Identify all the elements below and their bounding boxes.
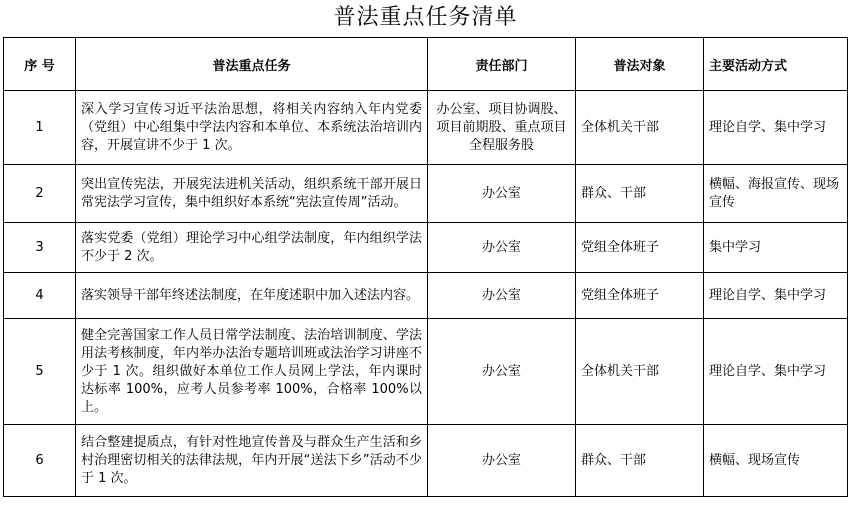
cell-target: 党组全体班子 — [576, 223, 704, 273]
cell-dept: 办公室 — [428, 273, 576, 319]
cell-seq: 1 — [4, 91, 76, 165]
cell-task: 落实领导干部年终述法制度，在年度述职中加入述法内容。 — [76, 273, 428, 319]
cell-method: 理论自学、集中学习 — [704, 273, 848, 319]
cell-seq: 4 — [4, 273, 76, 319]
cell-method: 理论自学、集中学习 — [704, 319, 848, 425]
cell-seq: 6 — [4, 425, 76, 497]
cell-task: 结合整建提质点，有针对性地宣传普及与群众生产生活和乡村治理密切相关的法律法规，年内开展“送法下乡”活动不少于 1 次。 — [76, 425, 428, 497]
header-method: 主要活动方式 — [704, 38, 848, 91]
table-row — [4, 425, 848, 497]
cell-seq: 5 — [4, 319, 76, 425]
cell-target: 群众、干部 — [576, 165, 704, 223]
cell-method: 横幅、海报宣传、现场宣传 — [704, 165, 848, 223]
header-task: 普法重点任务 — [76, 38, 428, 91]
table-row — [4, 223, 848, 273]
cell-task: 深入学习宣传习近平法治思想，将相关内容纳入年内党委（党组）中心组集中学法内容和本单位、本系统法治培训内容，开展宣讲不少于 1 次。 — [76, 91, 428, 165]
cell-dept: 办公室、项目协调股、项目前期股、重点项目全程服务股 — [428, 91, 576, 165]
cell-dept: 办公室 — [428, 165, 576, 223]
cell-task: 健全完善国家工作人员日常学法制度、法治培训制度、学法用法考核制度，年内举办法治专题培训班或法治学习讲座不少于 1 次。组织做好本单位工作人员网上学法，年内课时达标率 100%，应考人员参考率 100%，合格率 100%以上。 — [76, 319, 428, 425]
table-row — [4, 319, 848, 425]
cell-method: 理论自学、集中学习 — [704, 91, 848, 165]
header-seq: 序 号 — [4, 38, 76, 91]
header-target: 普法对象 — [576, 38, 704, 91]
page-title: 普法重点任务清单 — [333, 5, 518, 30]
cell-target: 全体机关干部 — [576, 91, 704, 165]
table-row — [4, 273, 848, 319]
cell-seq: 3 — [4, 223, 76, 273]
cell-seq: 2 — [4, 165, 76, 223]
table-row — [4, 91, 848, 165]
cell-target: 党组全体班子 — [576, 273, 704, 319]
cell-dept: 办公室 — [428, 223, 576, 273]
cell-method: 集中学习 — [704, 223, 848, 273]
header-dept: 责任部门 — [428, 38, 576, 91]
cell-task: 突出宣传宪法，开展宪法进机关活动，组织系统干部开展日常宪法学习宣传，集中组织好本系统“宪法宣传周”活动。 — [76, 165, 428, 223]
cell-task: 落实党委（党组）理论学习中心组学法制度，年内组织学法不少于 2 次。 — [76, 223, 428, 273]
cell-target: 全体机关干部 — [576, 319, 704, 425]
cell-method: 横幅、现场宣传 — [704, 425, 848, 497]
cell-dept: 办公室 — [428, 425, 576, 497]
header-row — [4, 38, 848, 91]
cell-target: 群众、干部 — [576, 425, 704, 497]
cell-dept: 办公室 — [428, 319, 576, 425]
task-table — [3, 37, 848, 497]
table-row — [4, 165, 848, 223]
